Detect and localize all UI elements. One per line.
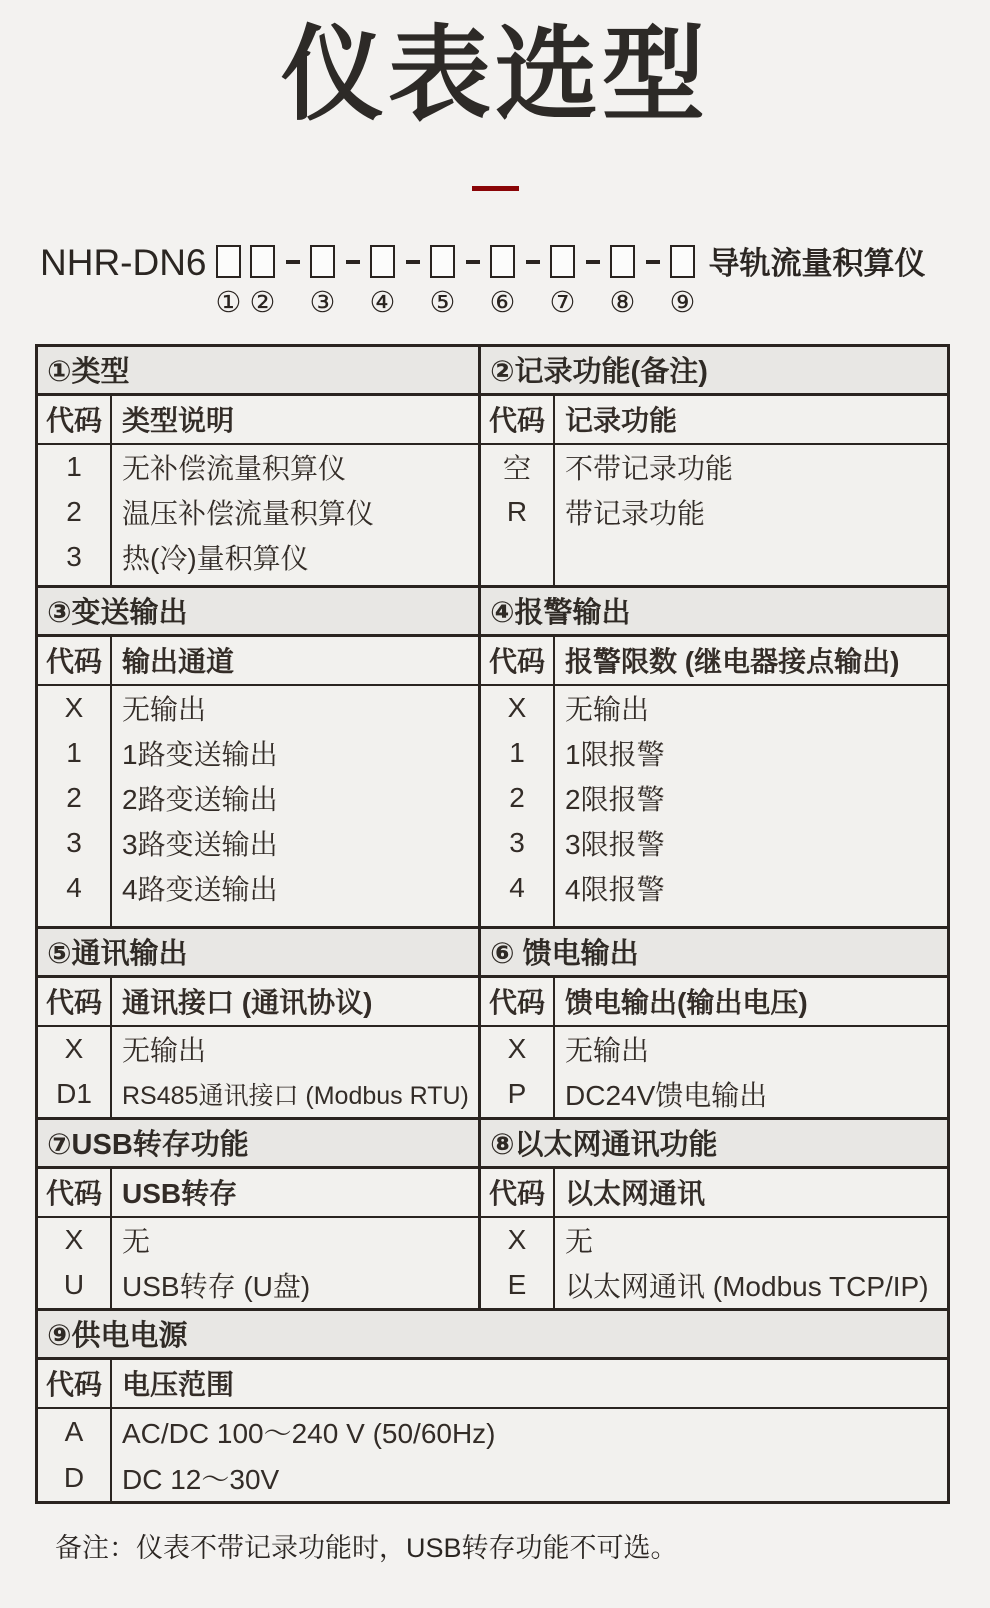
- option-desc: 2限报警: [565, 784, 665, 816]
- option-row: [481, 490, 947, 535]
- option-desc: 1路变送输出: [122, 739, 278, 771]
- option-code: 1: [66, 737, 82, 769]
- option-row: [38, 866, 478, 911]
- option-row: [481, 821, 947, 866]
- option-desc: 2路变送输出: [122, 784, 278, 816]
- model-digit-box: [550, 245, 575, 278]
- option-row: [38, 490, 478, 535]
- dash-separator: [346, 260, 360, 264]
- section-title: ③变送输出: [38, 588, 478, 637]
- position-number: ④: [369, 286, 396, 319]
- option-desc: 3限报警: [565, 829, 665, 861]
- table-group-3: [38, 926, 947, 1117]
- section-3-transmit-output: [38, 588, 478, 926]
- option-code: 4: [509, 872, 525, 904]
- option-code: 2: [66, 496, 82, 528]
- table-group-1: [38, 347, 947, 585]
- column-divider: [110, 1360, 112, 1501]
- model-suffix: 导轨流量积算仪: [708, 245, 926, 281]
- option-row: [481, 1027, 947, 1072]
- option-desc: AC/DC 100～240 V (50/60Hz): [122, 1417, 496, 1449]
- section-8-ethernet: [478, 1120, 947, 1308]
- code-column-header: 代码: [488, 646, 545, 678]
- section-title: ⑥ 馈电输出: [481, 929, 947, 978]
- section-5-comm-output: [38, 929, 478, 1117]
- position-number: ②: [249, 286, 276, 319]
- position-number: ⑥: [489, 286, 516, 319]
- model-slot: [550, 245, 576, 318]
- column-divider: [110, 396, 112, 585]
- code-column-header: 代码: [45, 1178, 102, 1210]
- option-code: 2: [66, 782, 82, 814]
- option-code: 空: [502, 453, 531, 485]
- desc-column-header: 通讯接口 (通讯协议): [122, 987, 373, 1019]
- position-number: ①: [215, 286, 242, 319]
- code-column-header: 代码: [45, 987, 102, 1019]
- section-title: ⑤通讯输出: [38, 929, 478, 978]
- model-digit-box: [610, 245, 635, 278]
- option-row: [481, 731, 947, 776]
- option-row: [38, 1263, 478, 1308]
- model-digit-box: [250, 245, 275, 278]
- option-code: U: [63, 1269, 85, 1301]
- option-desc: 温压补偿流量积算仪: [122, 498, 375, 530]
- option-code: X: [507, 1033, 527, 1065]
- option-code: 3: [66, 827, 82, 859]
- option-row: [481, 1218, 947, 1263]
- desc-column-header: 输出通道: [122, 646, 235, 678]
- model-digit-box: [670, 245, 695, 278]
- model-slot: [370, 245, 396, 318]
- column-divider: [553, 1169, 555, 1308]
- section-7-usb: [38, 1120, 478, 1308]
- desc-column-header: 记录功能: [565, 405, 678, 437]
- option-desc: DC24V馈电输出: [565, 1080, 768, 1112]
- option-desc: 无补偿流量积算仪: [122, 453, 347, 485]
- code-column-header: 代码: [45, 1369, 102, 1401]
- option-code: D: [63, 1461, 85, 1493]
- model-slot: [216, 245, 242, 318]
- position-number: ③: [309, 286, 336, 319]
- option-desc: 不带记录功能: [565, 453, 734, 485]
- table-group-4: [38, 1117, 947, 1308]
- table-group-2: [38, 585, 947, 926]
- column-divider: [553, 396, 555, 585]
- model-slot: [430, 245, 456, 318]
- code-column-header: 代码: [45, 646, 102, 678]
- section-title: ⑧以太网通讯功能: [481, 1120, 947, 1169]
- option-row: [38, 731, 478, 776]
- section-title: ⑨供电电源: [38, 1311, 947, 1360]
- model-code-line: [40, 241, 990, 319]
- desc-column-header: 以太网通讯: [565, 1178, 706, 1210]
- code-column-header: 代码: [488, 987, 545, 1019]
- option-row: [38, 1455, 947, 1501]
- option-desc: RS485通讯接口 (Modbus RTU): [122, 1082, 469, 1111]
- option-desc: 带记录功能: [565, 498, 706, 530]
- column-divider: [110, 978, 112, 1117]
- option-code: E: [507, 1269, 527, 1301]
- selection-table: [35, 344, 950, 1504]
- option-desc: 无输出: [122, 694, 207, 726]
- dash-separator: [646, 260, 660, 264]
- option-row: [481, 1072, 947, 1117]
- dash-separator: [406, 260, 420, 264]
- option-code: 2: [509, 782, 525, 814]
- option-row: [481, 445, 947, 490]
- option-desc: 4路变送输出: [122, 874, 278, 906]
- option-row: [38, 821, 478, 866]
- option-desc: 无输出: [565, 694, 650, 726]
- desc-column-header: USB转存: [122, 1178, 238, 1210]
- dash-separator: [526, 260, 540, 264]
- model-digit-box: [370, 245, 395, 278]
- option-row: [38, 686, 478, 731]
- desc-column-header: 馈电输出(输出电压): [565, 987, 808, 1019]
- position-number: ⑤: [429, 286, 456, 319]
- model-slot: [670, 245, 696, 318]
- table-group-5: [38, 1308, 947, 1501]
- section-title: ①类型: [38, 347, 478, 396]
- section-1-type: [38, 347, 478, 585]
- option-code: 1: [509, 737, 525, 769]
- model-slot: [250, 245, 276, 318]
- section-9-power: [38, 1311, 947, 1501]
- option-desc: 无: [565, 1226, 594, 1258]
- option-row: [481, 686, 947, 731]
- page-title: 仪表选型: [281, 17, 709, 132]
- option-row: [38, 1027, 478, 1072]
- dash-separator: [286, 260, 300, 264]
- section-title: ⑦USB转存功能: [38, 1120, 478, 1169]
- option-code: X: [507, 1224, 527, 1256]
- model-slot: [490, 245, 516, 318]
- column-divider: [110, 1169, 112, 1308]
- position-number: ⑨: [669, 286, 696, 319]
- model-prefix: NHR-DN6: [40, 241, 207, 283]
- option-row: [38, 1218, 478, 1263]
- code-column-header: 代码: [488, 405, 545, 437]
- accent-divider: [472, 186, 519, 191]
- dash-separator: [466, 260, 480, 264]
- section-6-feed-output: [478, 929, 947, 1117]
- footnote: 备注：仪表不带记录功能时，USB转存功能不可选。: [55, 1532, 678, 1563]
- option-row: [481, 776, 947, 821]
- option-code: 3: [66, 541, 82, 573]
- option-row: [38, 776, 478, 821]
- code-column-header: 代码: [488, 1178, 545, 1210]
- option-row: [38, 535, 478, 580]
- option-desc: USB转存 (U盘): [122, 1271, 311, 1303]
- model-digit-box: [430, 245, 455, 278]
- option-desc: DC 12～30V: [122, 1463, 280, 1495]
- option-row: [38, 445, 478, 490]
- option-desc: 4限报警: [565, 874, 665, 906]
- option-code: 1: [66, 451, 82, 483]
- option-code: X: [64, 692, 84, 724]
- option-desc: 以太网通讯 (Modbus TCP/IP): [565, 1271, 929, 1303]
- code-column-header: 代码: [45, 405, 102, 437]
- position-number: ⑧: [609, 286, 636, 319]
- model-digit-box: [490, 245, 515, 278]
- option-row: [38, 1409, 947, 1455]
- option-code: 3: [509, 827, 525, 859]
- model-slot: [610, 245, 636, 318]
- section-title: ②记录功能(备注): [481, 347, 947, 396]
- option-code: R: [506, 496, 528, 528]
- option-desc: 无输出: [122, 1035, 207, 1067]
- option-code: X: [507, 692, 527, 724]
- option-code: P: [507, 1078, 527, 1110]
- column-divider: [110, 637, 112, 926]
- desc-column-header: 类型说明: [122, 405, 235, 437]
- option-code: X: [64, 1033, 84, 1065]
- option-desc: 热(冷)量积算仪: [122, 543, 309, 575]
- position-number: ⑦: [549, 286, 576, 319]
- option-code: 4: [66, 872, 82, 904]
- model-digit-box: [216, 245, 241, 278]
- option-row: [481, 866, 947, 911]
- model-slot: [310, 245, 336, 318]
- option-desc: 1限报警: [565, 739, 665, 771]
- column-divider: [553, 637, 555, 926]
- option-code: X: [64, 1224, 84, 1256]
- section-4-alarm-output: [478, 588, 947, 926]
- option-code: D1: [56, 1078, 92, 1110]
- desc-column-header: 报警限数 (继电器接点输出): [565, 646, 900, 678]
- option-code: A: [64, 1415, 84, 1447]
- section-title: ④报警输出: [481, 588, 947, 637]
- section-2-record: [478, 347, 947, 585]
- model-digit-box: [310, 245, 335, 278]
- option-desc: 无输出: [565, 1035, 650, 1067]
- option-row: [481, 1263, 947, 1308]
- desc-column-header: 电压范围: [122, 1369, 235, 1401]
- option-desc: 3路变送输出: [122, 829, 278, 861]
- column-divider: [553, 978, 555, 1117]
- option-desc: 无: [122, 1226, 151, 1258]
- option-row: [38, 1072, 478, 1117]
- dash-separator: [586, 260, 600, 264]
